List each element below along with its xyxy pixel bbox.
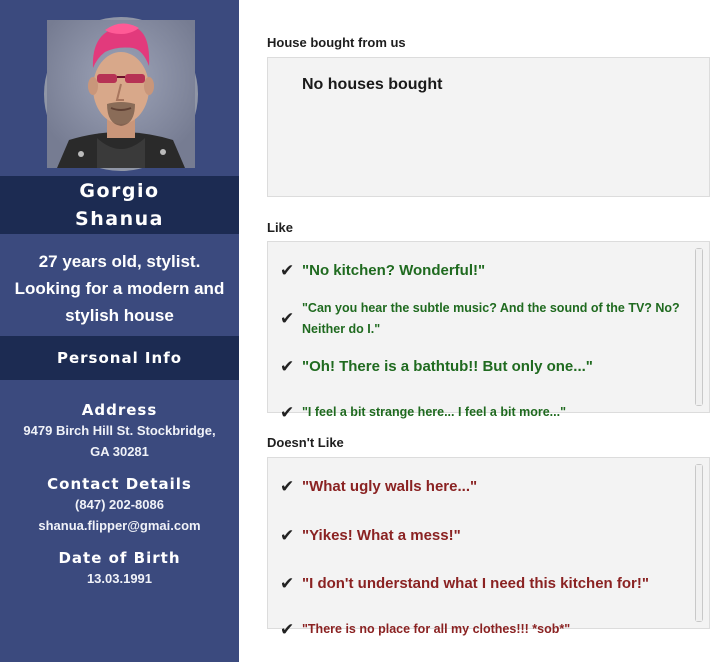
dislikes-title: Doesn't Like [267, 435, 344, 450]
checkmark-icon: ✔ [280, 356, 295, 377]
list-item [280, 525, 690, 546]
avatar-portrait [47, 20, 195, 168]
address-label: Address [81, 401, 158, 419]
houses-title: House bought from us [267, 35, 406, 50]
likes-title: Like [267, 220, 294, 235]
checkmark-icon: ✔ [280, 476, 295, 497]
bio-text: 27 years old, stylist. Looking for a modern and stylish house [14, 252, 225, 325]
list-item [280, 619, 690, 640]
dislikes-list[interactable] [267, 457, 710, 640]
contact-block [0, 474, 239, 536]
checkmark-icon: ✔ [280, 619, 295, 640]
dislike-quote: "I don't understand what I need this kitchen for!" [302, 575, 649, 592]
profile-sidebar [0, 0, 239, 662]
avatar [44, 17, 198, 171]
dob-block [0, 548, 239, 589]
like-quote: "I feel a bit strange here... I feel a bit more..." [302, 405, 567, 419]
list-item [280, 298, 690, 340]
checkmark-icon: ✔ [280, 573, 295, 594]
address-block [0, 400, 239, 462]
email-value: shanua.flipper@gmai.com [38, 518, 201, 533]
list-item [280, 476, 690, 497]
list-item [280, 573, 690, 594]
like-quote: "Can you hear the subtle music? And the sound of the TV? No? Neither do I." [302, 301, 680, 336]
list-item [280, 356, 690, 377]
dob-value: 13.03.1991 [86, 571, 153, 586]
like-quote: "No kitchen? Wonderful!" [302, 262, 486, 279]
dislike-quote: "There is no place for all my clothes!!! *sob*" [302, 622, 571, 636]
checkmark-icon: ✔ [280, 402, 295, 423]
list-item [280, 402, 690, 423]
list-item [280, 260, 690, 281]
dislike-quote: "Yikes! What a mess!" [302, 527, 461, 544]
likes-scrollbar[interactable] [695, 248, 703, 406]
checkmark-icon: ✔ [280, 525, 295, 546]
dislike-quote: "What ugly walls here..." [302, 478, 478, 495]
like-quote: "Oh! There is a bathtub!! But only one..." [302, 358, 593, 375]
houses-panel [267, 57, 710, 197]
name-band [0, 176, 239, 234]
houses-empty-text: No houses bought [302, 76, 443, 93]
checkmark-icon: ✔ [280, 260, 295, 281]
checkmark-icon: ✔ [280, 309, 295, 329]
likes-list[interactable] [267, 241, 710, 423]
dislikes-scrollbar[interactable] [695, 464, 703, 622]
scrollbar-thumb[interactable] [696, 465, 702, 621]
phone-value: (847) 202-8086 [75, 497, 164, 512]
scrollbar-thumb[interactable] [696, 249, 702, 405]
contact-label: Contact Details [47, 475, 192, 493]
dob-label: Date of Birth [58, 549, 181, 567]
first-name: Gorgio [79, 180, 160, 202]
personal-info-header: Personal Info [0, 336, 239, 380]
last-name: Shanua [75, 208, 164, 230]
address-value: 9479 Birch Hill St. Stockbridge, GA 30281 [23, 423, 216, 459]
